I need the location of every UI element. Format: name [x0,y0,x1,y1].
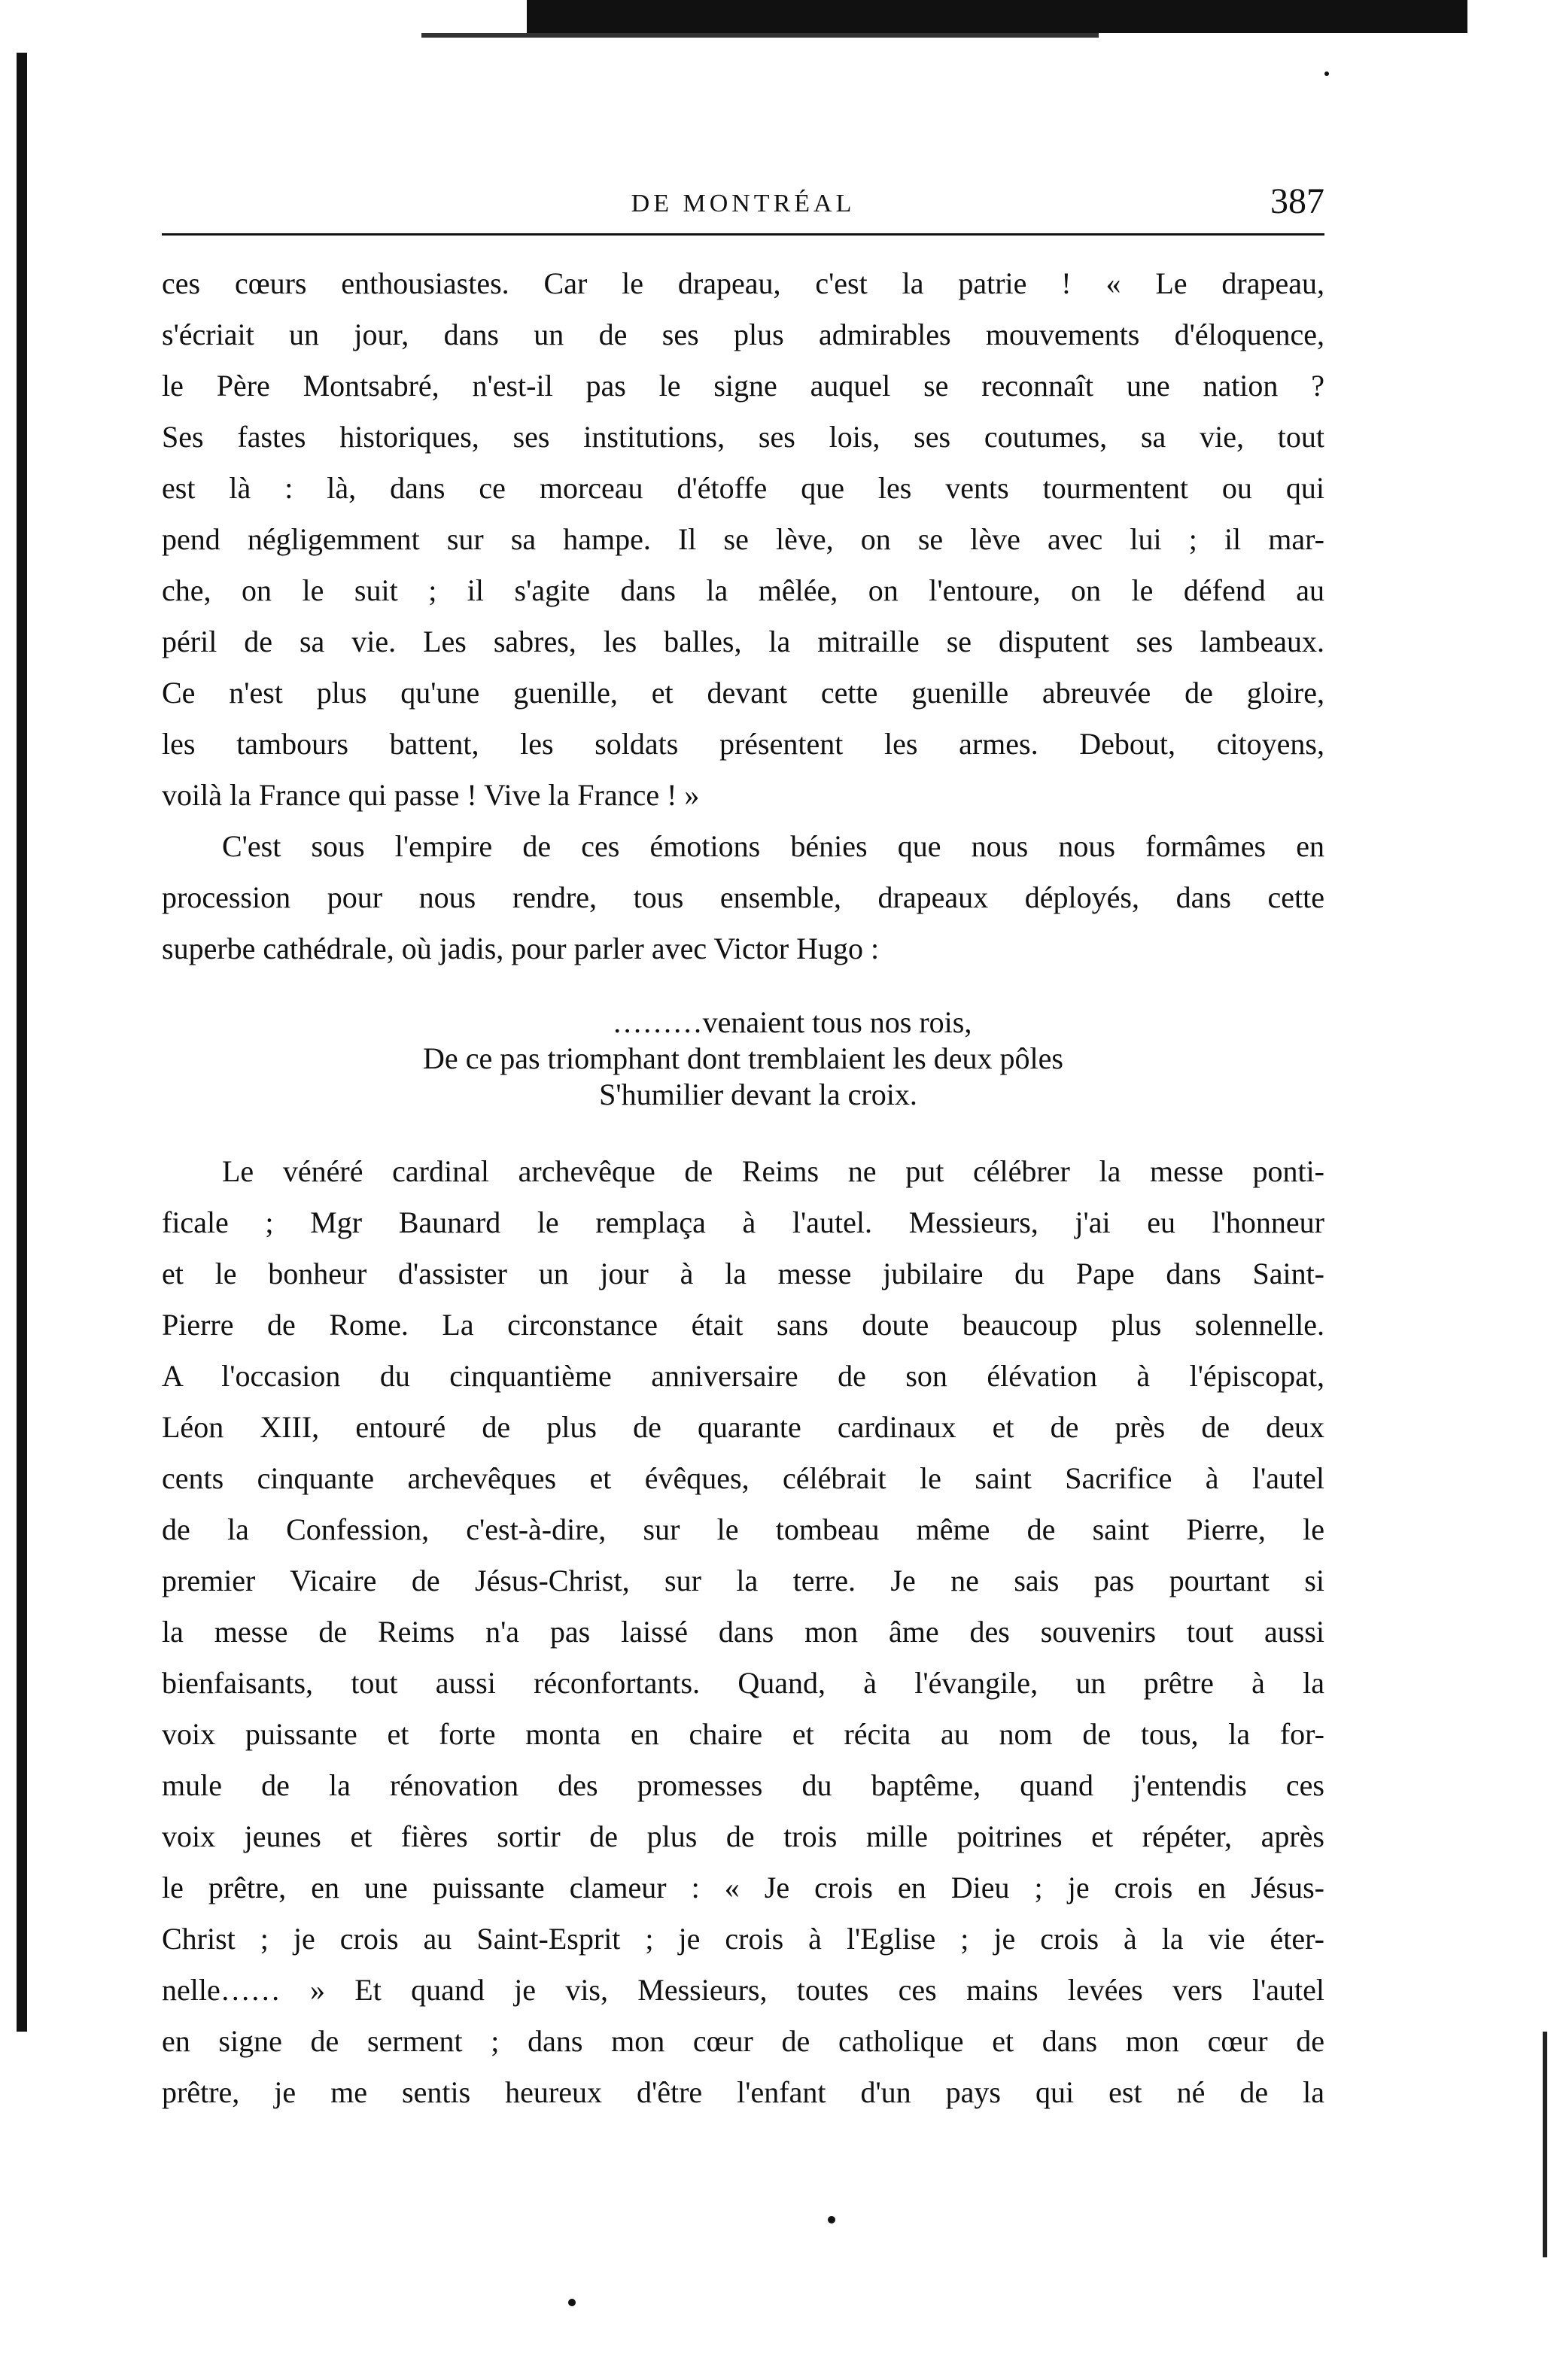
text-line: procession pour nous rendre, tous ensemble, drapeaux déployés, dans cette [162,880,1324,914]
verse-line: ………venaient tous nos rois, [612,1005,972,1039]
text-line: A l'occasion du cinquantième anniversaire de son élévation à l'épiscopat, [162,1359,1324,1393]
text-line: ces cœurs enthousiastes. Car le drapeau, c'est la patrie ! « Le drapeau, [162,266,1324,300]
paragraph-2 [162,821,1324,974]
text-line: est là : là, dans ce morceau d'étoffe que les vents tourmentent ou qui [162,471,1324,505]
scan-border-top [527,0,1467,33]
text-line: de la Confession, c'est-à-dire, sur le tombeau même de saint Pierre, le [162,1512,1324,1546]
page-number: 387 [1270,181,1324,221]
paragraph-1 [162,258,1324,821]
text-line: Ce n'est plus qu'une guenille, et devant cette guenille abreuvée de gloire, [162,676,1324,710]
scan-speck [568,2299,576,2306]
text-line: mule de la rénovation des promesses du baptême, quand j'entendis ces [162,1768,1324,1802]
text-line: che, on le suit ; il s'agite dans la mêlée, on l'entoure, on le défend au [162,573,1324,607]
text-line: la messe de Reims n'a pas laissé dans mon âme des souvenirs tout aussi [162,1615,1324,1649]
header-rule [162,233,1324,236]
text-line: le Père Montsabré, n'est-il pas le signe auquel se reconnaît une nation ? [162,369,1324,403]
text-line: Pierre de Rome. La circonstance était sans doute beaucoup plus solennelle. [162,1308,1324,1342]
text-line: nelle…… » Et quand je vis, Messieurs, toutes ces mains levées vers l'autel [162,1973,1324,2007]
scan-border-right [1543,2032,1547,2257]
scan-border-left [17,53,27,2032]
verse-quote [162,1005,1324,1113]
text-line: Christ ; je crois au Saint-Esprit ; je crois à l'Eglise ; je crois à la vie éter- [162,1922,1324,1956]
text-line: en signe de serment ; dans mon cœur de catholique et dans mon cœur de [162,2024,1324,2058]
text-line: bienfaisants, tout aussi réconfortants. Quand, à l'évangile, un prêtre à la [162,1666,1324,1700]
text-line: premier Vicaire de Jésus-Christ, sur la terre. Je ne sais pas pourtant si [162,1564,1324,1597]
text-line: et le bonheur d'assister un jour à la messe jubilaire du Pape dans Saint- [162,1257,1324,1290]
text-line: prêtre, je me sentis heureux d'être l'enfant d'un pays qui est né de la [162,2075,1324,2109]
text-line: Le vénéré cardinal archevêque de Reims ne put célébrer la messe ponti- [222,1154,1324,1188]
text-line: voix jeunes et fières sortir de plus de trois mille poitrines et répéter, après [162,1819,1324,1853]
text-line: péril de sa vie. Les sabres, les balles, la mitraille se disputent ses lambeaux. [162,625,1324,658]
verse-line: De ce pas triomphant dont tremblaient les deux pôles [423,1041,1063,1075]
text-line: pend négligemment sur sa hampe. Il se lève, on se lève avec lui ; il mar- [162,522,1324,556]
paragraph-3 [162,1146,1324,2118]
book-page [162,181,1324,2118]
text-line: Léon XIII, entouré de plus de quarante cardinaux et de près de deux [162,1410,1324,1444]
text-line: cents cinquante archevêques et évêques, célébrait le saint Sacrifice à l'autel [162,1461,1324,1495]
text-line: voilà la France qui passe ! Vive la France ! » [162,778,700,812]
running-title: DE MONTRÉAL [631,190,856,217]
text-line: le prêtre, en une puissante clameur : « Je crois en Dieu ; je crois en Jésus- [162,1871,1324,1904]
verse-line: S'humilier devant la croix. [599,1078,917,1111]
text-line: voix puissante et forte monta en chaire et récita au nom de tous, la for- [162,1717,1324,1751]
text-line: s'écriait un jour, dans un de ses plus admirables mouvements d'éloquence, [162,318,1324,351]
scan-border-top-thin [421,33,1099,38]
scan-speck [828,2216,835,2223]
text-line: ficale ; Mgr Baunard le remplaça à l'autel. Messieurs, j'ai eu l'honneur [162,1205,1324,1239]
text-line: superbe cathédrale, où jadis, pour parler avec Victor Hugo : [162,932,880,965]
text-line: les tambours battent, les soldats présentent les armes. Debout, citoyens, [162,727,1324,761]
text-line: Ses fastes historiques, ses institutions, ses lois, ses coutumes, sa vie, tout [162,420,1324,454]
scan-speck [1324,71,1329,76]
running-head [162,181,1324,233]
text-line: C'est sous l'empire de ces émotions bénies que nous nous formâmes en [222,829,1324,863]
